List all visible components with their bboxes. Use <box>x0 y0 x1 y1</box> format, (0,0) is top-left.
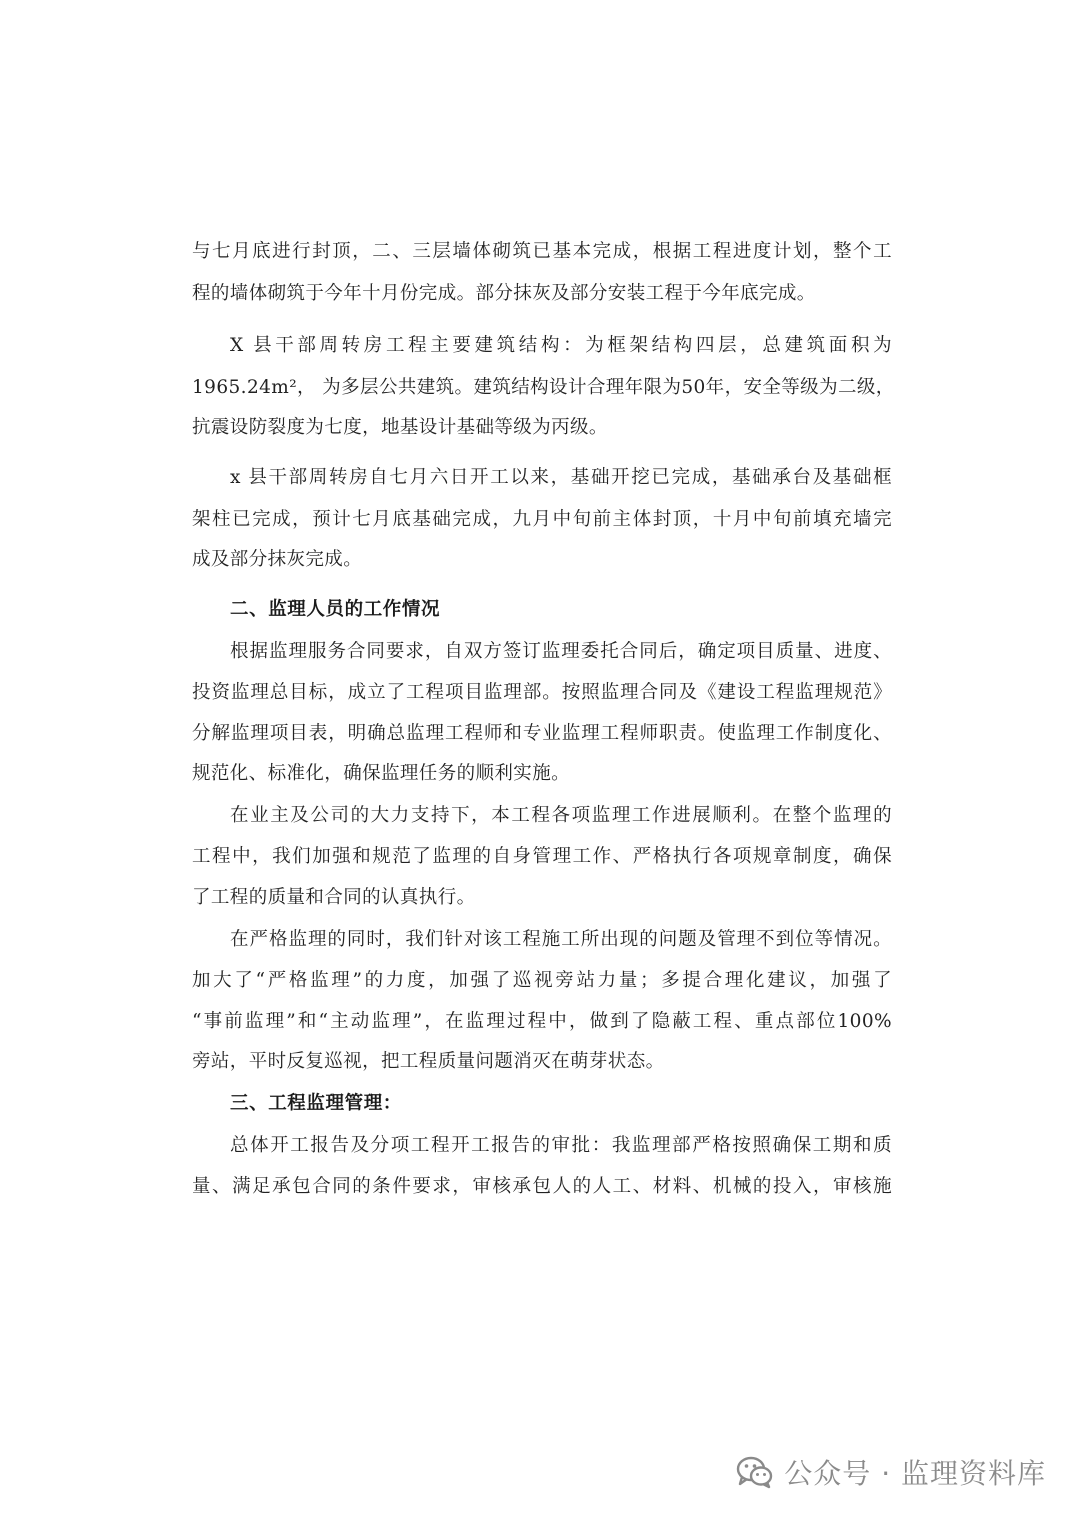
text-line: 了工程的质量和合同的认真执行。 <box>192 887 476 908</box>
text-line: 旁站，平时反复巡视，把工程质量问题消灭在萌芽状态。 <box>192 1051 665 1072</box>
text-line: 分解监理项目表，明确总监理工程师和专业监理工程师职责。使监理工作制度化、 <box>192 723 892 744</box>
text-line: 工程中，我们加强和规范了监理的自身管理工作、严格执行各项规章制度，确保 <box>192 846 892 867</box>
section-heading: 三、工程监理管理： <box>230 1093 402 1114</box>
text-line: “事前监理”和“主动监理”，在监理过程中，做到了隐蔽工程、重点部位100% <box>192 1011 892 1032</box>
text-line: 抗震设防裂度为七度，地基设计基础等级为丙级。 <box>192 417 608 438</box>
text-line: 投资监理总目标，成立了工程项目监理部。按照监理合同及《建设工程监理规范》 <box>192 682 892 703</box>
text-line: 与七月底进行封顶，二、三层墙体砌筑已基本完成，根据工程进度计划，整个工 <box>192 241 892 262</box>
text-line: 总体开工报告及分项工程开工报告的审批：我监理部严格按照确保工期和质 <box>230 1135 892 1156</box>
text-line: 架柱已完成，预计七月底基础完成，九月中旬前主体封顶，十月中旬前填充墙完 <box>192 509 892 530</box>
text-line: 加大了“严格监理”的力度，加强了巡视旁站力量；多提合理化建议，加强了 <box>192 970 892 991</box>
watermark <box>736 1452 1046 1492</box>
wechat-logo-icon <box>736 1455 774 1489</box>
text-line: X 县干部周转房工程主要建筑结构：为框架结构四层，总建筑面积为 <box>230 335 892 356</box>
text-line: 1965.24m²， 为多层公共建筑。建筑结构设计合理年限为50年，安全等级为二级， <box>192 377 895 398</box>
text-line: 成及部分抹灰完成。 <box>192 549 363 570</box>
text-line: 量、满足承包合同的条件要求，审核承包人的人工、材料、机械的投入，审核施 <box>192 1176 892 1197</box>
text-line: 在严格监理的同时，我们针对该工程施工所出现的问题及管理不到位等情况。 <box>230 929 892 950</box>
text-line: 在业主及公司的大力支持下，本工程各项监理工作进展顺利。在整个监理的 <box>230 805 892 826</box>
text-line: x 县干部周转房自七月六日开工以来，基础开挖已完成，基础承台及基础框 <box>230 467 892 488</box>
text-line: 规范化、标准化，确保监理任务的顺利实施。 <box>192 763 571 784</box>
text-line: 程的墙体砌筑于今年十月份完成。部分抹灰及部分安装工程于今年底完成。 <box>192 283 816 304</box>
section-heading: 二、监理人员的工作情况 <box>230 599 441 620</box>
watermark-text: 公众号 · 监理资料库 <box>784 1457 1046 1490</box>
text-line: 根据监理服务合同要求，自双方签订监理委托合同后，确定项目质量、进度、 <box>230 641 892 662</box>
